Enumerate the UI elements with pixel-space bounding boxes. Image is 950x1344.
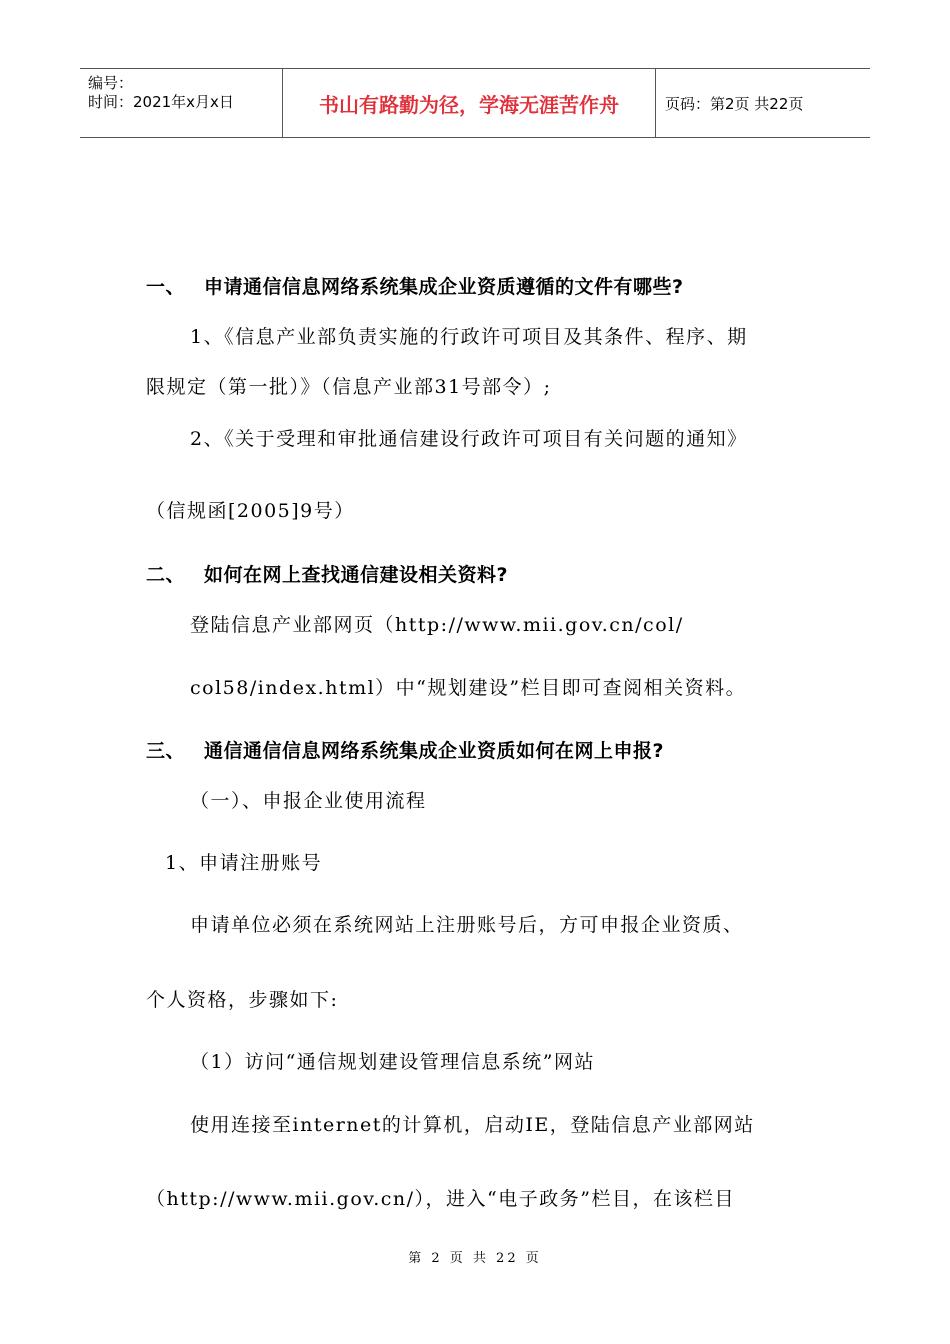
header-meta-cell — [80, 69, 282, 137]
paragraph-line: 登陆信息产业部网页（http://www.mii.gov.cn/col/ — [190, 614, 684, 636]
paragraph-line: 1、《信息产业部负责实施的行政许可项目及其条件、程序、期 — [190, 326, 748, 348]
header-divider — [655, 69, 656, 137]
question-text: 如何在网上查找通信建设相关资料? — [204, 564, 509, 586]
subsection-heading: （一）、申报企业使用流程 — [190, 790, 427, 812]
paragraph-line: 个人资格，步骤如下: — [146, 989, 339, 1011]
paragraph-line: 2、《关于受理和审批通信建设行政许可项目有关问题的通知》 — [190, 428, 748, 450]
paragraph-line: 限规定（第一批）》（信息产业部31号部令）; — [146, 376, 552, 398]
question-text: 通信通信信息网络系统集成企业资质如何在网上申报? — [204, 740, 665, 762]
question-2-heading — [146, 560, 508, 587]
question-3-heading — [146, 736, 664, 763]
doc-date-label: 时间：2021年x月x日 — [88, 93, 234, 111]
paragraph-line: 申请单位必须在系统网站上注册账号后，方可申报企业资质、 — [190, 914, 744, 936]
page-footer: 第 2 页 共 22 页 — [408, 1251, 542, 1266]
question-number: 二、 — [146, 564, 186, 586]
question-number: 一、 — [146, 276, 186, 298]
step-heading: （1）访问“通信规划建设管理信息系统”网站 — [190, 1051, 596, 1073]
step-heading: 1、申请注册账号 — [165, 852, 323, 874]
header-motto: 书山有路勤为径，学海无涯苦作舟 — [319, 92, 619, 117]
header-table — [80, 68, 870, 138]
paragraph-line: （http://www.mii.gov.cn/），进入“电子政务”栏目，在该栏目 — [146, 1188, 735, 1210]
question-1-heading — [146, 272, 684, 299]
paragraph-line: （信规函[2005]9号） — [146, 500, 355, 522]
paragraph-line: 使用连接至internet的计算机，启动IE，登陆信息产业部网站 — [190, 1114, 755, 1136]
question-number: 三、 — [146, 740, 186, 762]
question-text: 申请通信信息网络系统集成企业资质遵循的文件有哪些? — [204, 276, 684, 298]
header-page-info: 页码：第2页 共22页 — [665, 94, 804, 113]
paragraph-line: col58/index.html）中“规划建设”栏目即可查阅相关资料。 — [190, 677, 747, 699]
doc-number-label: 编号： — [88, 74, 134, 92]
